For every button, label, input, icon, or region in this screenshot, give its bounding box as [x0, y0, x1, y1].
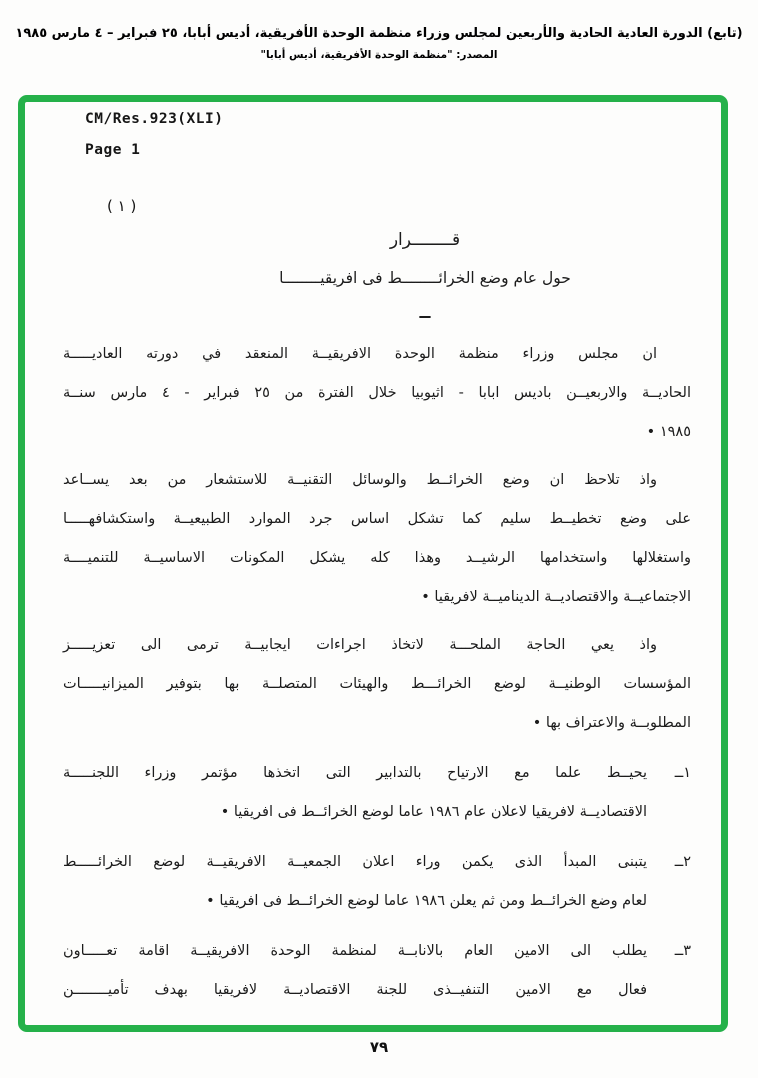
clause-text [63, 843, 647, 921]
text-line: ١٩٨٥ • [646, 424, 691, 440]
clause-number: ٢ــ [674, 854, 691, 870]
resolution-subtitle: حول عام وضع الخرائــــــــط فى افريقيــــــــا [279, 269, 571, 287]
doc-page-label: Page 1 [85, 142, 141, 158]
header-session-line: (تابع) الدورة العادية الحادية والأربعين لمجلس وزراء منظمة الوحدة الأفريقية، أديس أبابا، ٢٥ فبراير – ٤ مارس ١٩٨٥ [15, 26, 743, 41]
text-line: الحاديــة والاربعيــن باديس ابابا - اثيوبيا خلال الفترة من ٢٥ فبراير - ٤ مارس سنــة [63, 385, 692, 401]
title-block [77, 227, 728, 323]
text-line: المؤسسات الوطنيــة لوضع الخرائـــط والهيئات المتصلــة بها بتوفير الميزانيـــــات [63, 676, 691, 692]
resolution-title: قــــــــرار [389, 230, 461, 250]
text-line: يتبنى المبدأ الذى يكمن وراء اعلان الجمعيــة الافريقيــة لوضع الخرائـــــط [63, 854, 647, 870]
text-line: الاجتماعيــة والاقتصاديــة الديناميــة لافريقيا • [421, 589, 691, 605]
preamble-paragraph-1 [63, 335, 691, 452]
doc-reference: CM/Res.923(XLI) [85, 111, 224, 127]
text-line: لعام وضع الخرائــط ومن ثم يعلن ١٩٨٦ عاما لوضع الخرائــط فى افريقيا • [206, 893, 647, 909]
clause-text [63, 932, 647, 1010]
text-line: الاقتصاديــة لافريقيا لاعلان عام ١٩٨٦ عاما لوضع الخرائــط فى افريقيا • [220, 804, 647, 820]
page-number: ٧٩ [369, 1038, 389, 1056]
text-line: يطلب الى الامين العام بالانابــة لمنظمة الوحدة الافريقيــة اقامة تعـــــاون [63, 943, 647, 959]
text-line: واستغلالها واستخدامها الرشيــد وهذا كله يشكل المكونات الاساسيــة للتنميــــة [63, 550, 691, 566]
text-line: على وضع تخطيــط سليم كما تشكل اساس جرد الموارد الطبيعيــة واستكشافهـــــا [63, 511, 691, 527]
operative-clause-1 [63, 754, 691, 832]
green-highlight-frame [18, 95, 728, 1032]
title-divider-dash: ــ [419, 303, 431, 322]
operative-clause-2 [63, 843, 691, 921]
text-line: فعال مع الامين التنفيــذى للجنة الاقتصاديــة لافريقيا بهدف تأميــــــــن [63, 982, 647, 998]
resolution-number: ( ١ ) [107, 197, 137, 215]
text-line: ان مجلس وزراء منظمة الوحدة الافريقيــة المنعقد في دورته العاديـــــة [63, 346, 657, 362]
operative-clause-3 [63, 932, 691, 1010]
doc-reference-block [85, 108, 721, 161]
clause-text [63, 754, 647, 832]
clause-number: ١ــ [674, 765, 691, 781]
preamble-paragraph-3 [63, 626, 691, 743]
resolution-body [63, 335, 691, 1010]
document-header [8, 26, 750, 61]
clause-number: ٣ــ [674, 943, 691, 959]
text-line: المطلوبــة والاعتراف بها • [532, 715, 691, 731]
header-source-line: المصدر: "منظمة الوحدة الأفريقية، أديس أبابا" [260, 49, 498, 61]
text-line: واذ يعي الحاجة الملحـــة لاتخاذ اجراءات ايجابيــة ترمى الى تعزيـــــز [63, 637, 657, 653]
preamble-paragraph-2 [63, 461, 691, 617]
text-line: واذ تلاحظ ان وضع الخرائــط والوسائل التقنيــة للاستشعار من بعد يســاعد [63, 472, 657, 488]
text-line: يحيــط علما مع الارتياح بالتدابير التى اتخذها مؤتمر وزراء اللجنـــــة [63, 765, 647, 781]
